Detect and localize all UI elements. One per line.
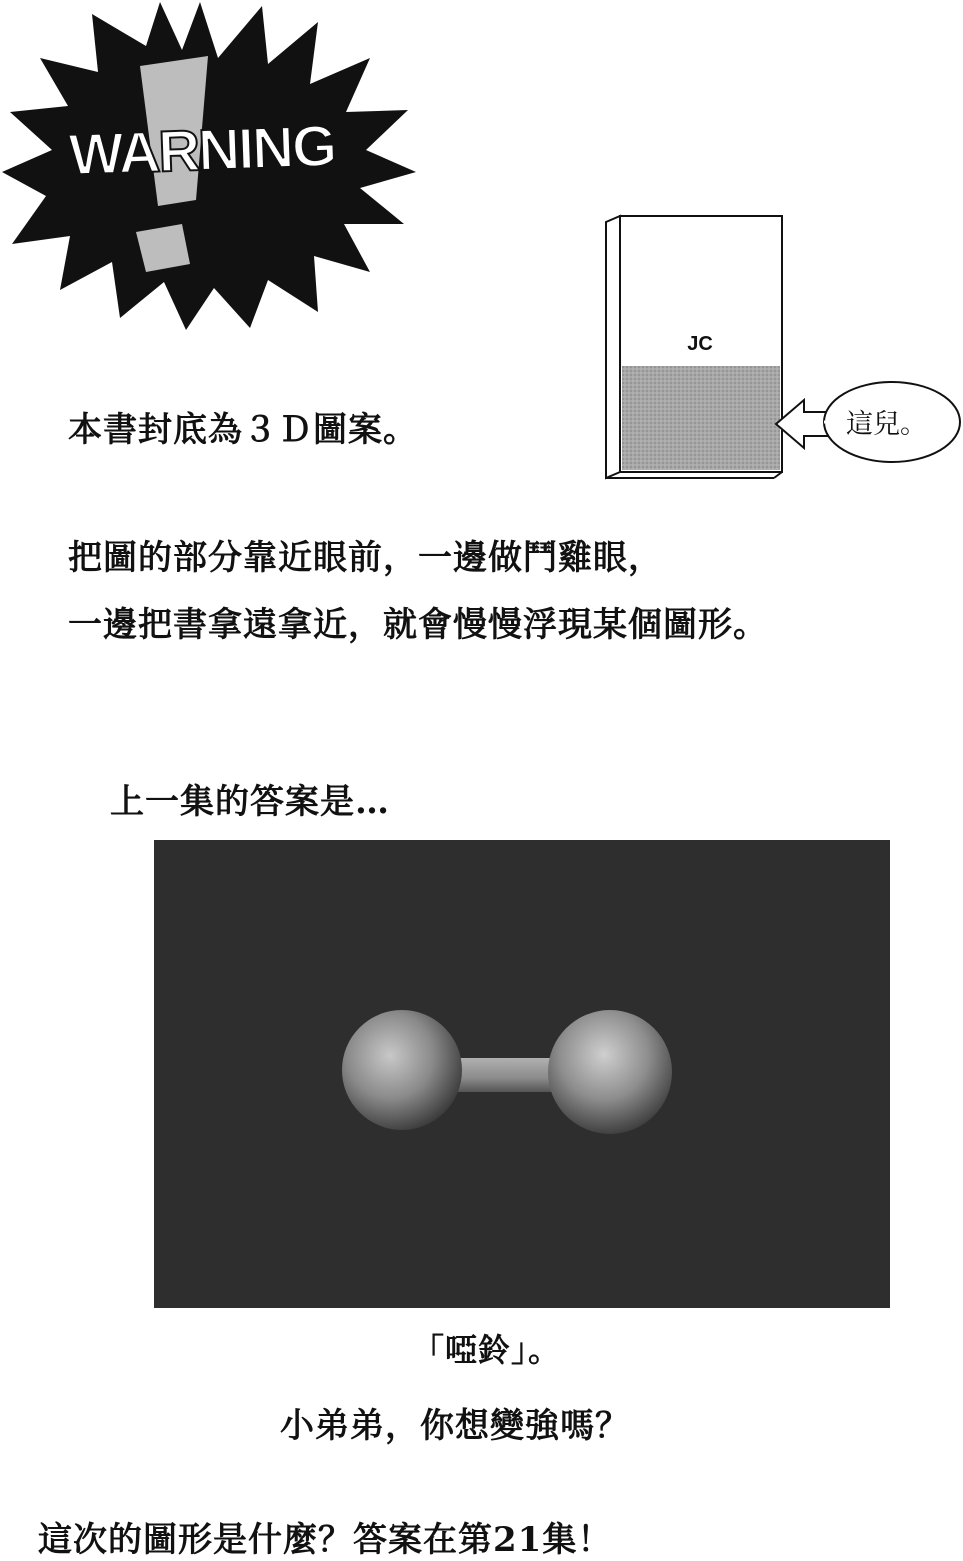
instruction-line-2: 一邊把書拿遠拿近，就會慢慢浮現某個圖形。 — [68, 605, 768, 645]
stereogram-area — [622, 366, 780, 470]
cover-note: 本書封底為３Ｄ圖案。 — [68, 410, 418, 450]
callout-text: 這兒。 — [846, 409, 927, 440]
book-spine — [606, 216, 620, 478]
previous-answer-heading: 上一集的答案是… — [110, 782, 390, 822]
callout-arrow-icon — [776, 400, 830, 448]
publisher-logo: JC — [687, 333, 713, 355]
instruction-line-1: 把圖的部分靠近眼前，一邊做鬥雞眼， — [68, 538, 663, 578]
warning-title: WARNING — [67, 113, 337, 188]
taunt-text: 小弟弟，你想變強嗎？ — [280, 1406, 630, 1446]
warning-badge — [0, 0, 420, 330]
next-question-text: 這次的圖形是什麼？答案在第21集！ — [38, 1520, 613, 1560]
dumbbell-render-image — [154, 840, 890, 1308]
dumbbell-right-weight — [548, 1010, 672, 1134]
dumbbell-left-weight — [342, 1010, 462, 1130]
answer-text: 「啞鈴」。 — [412, 1331, 562, 1369]
book-diagram — [598, 210, 963, 490]
